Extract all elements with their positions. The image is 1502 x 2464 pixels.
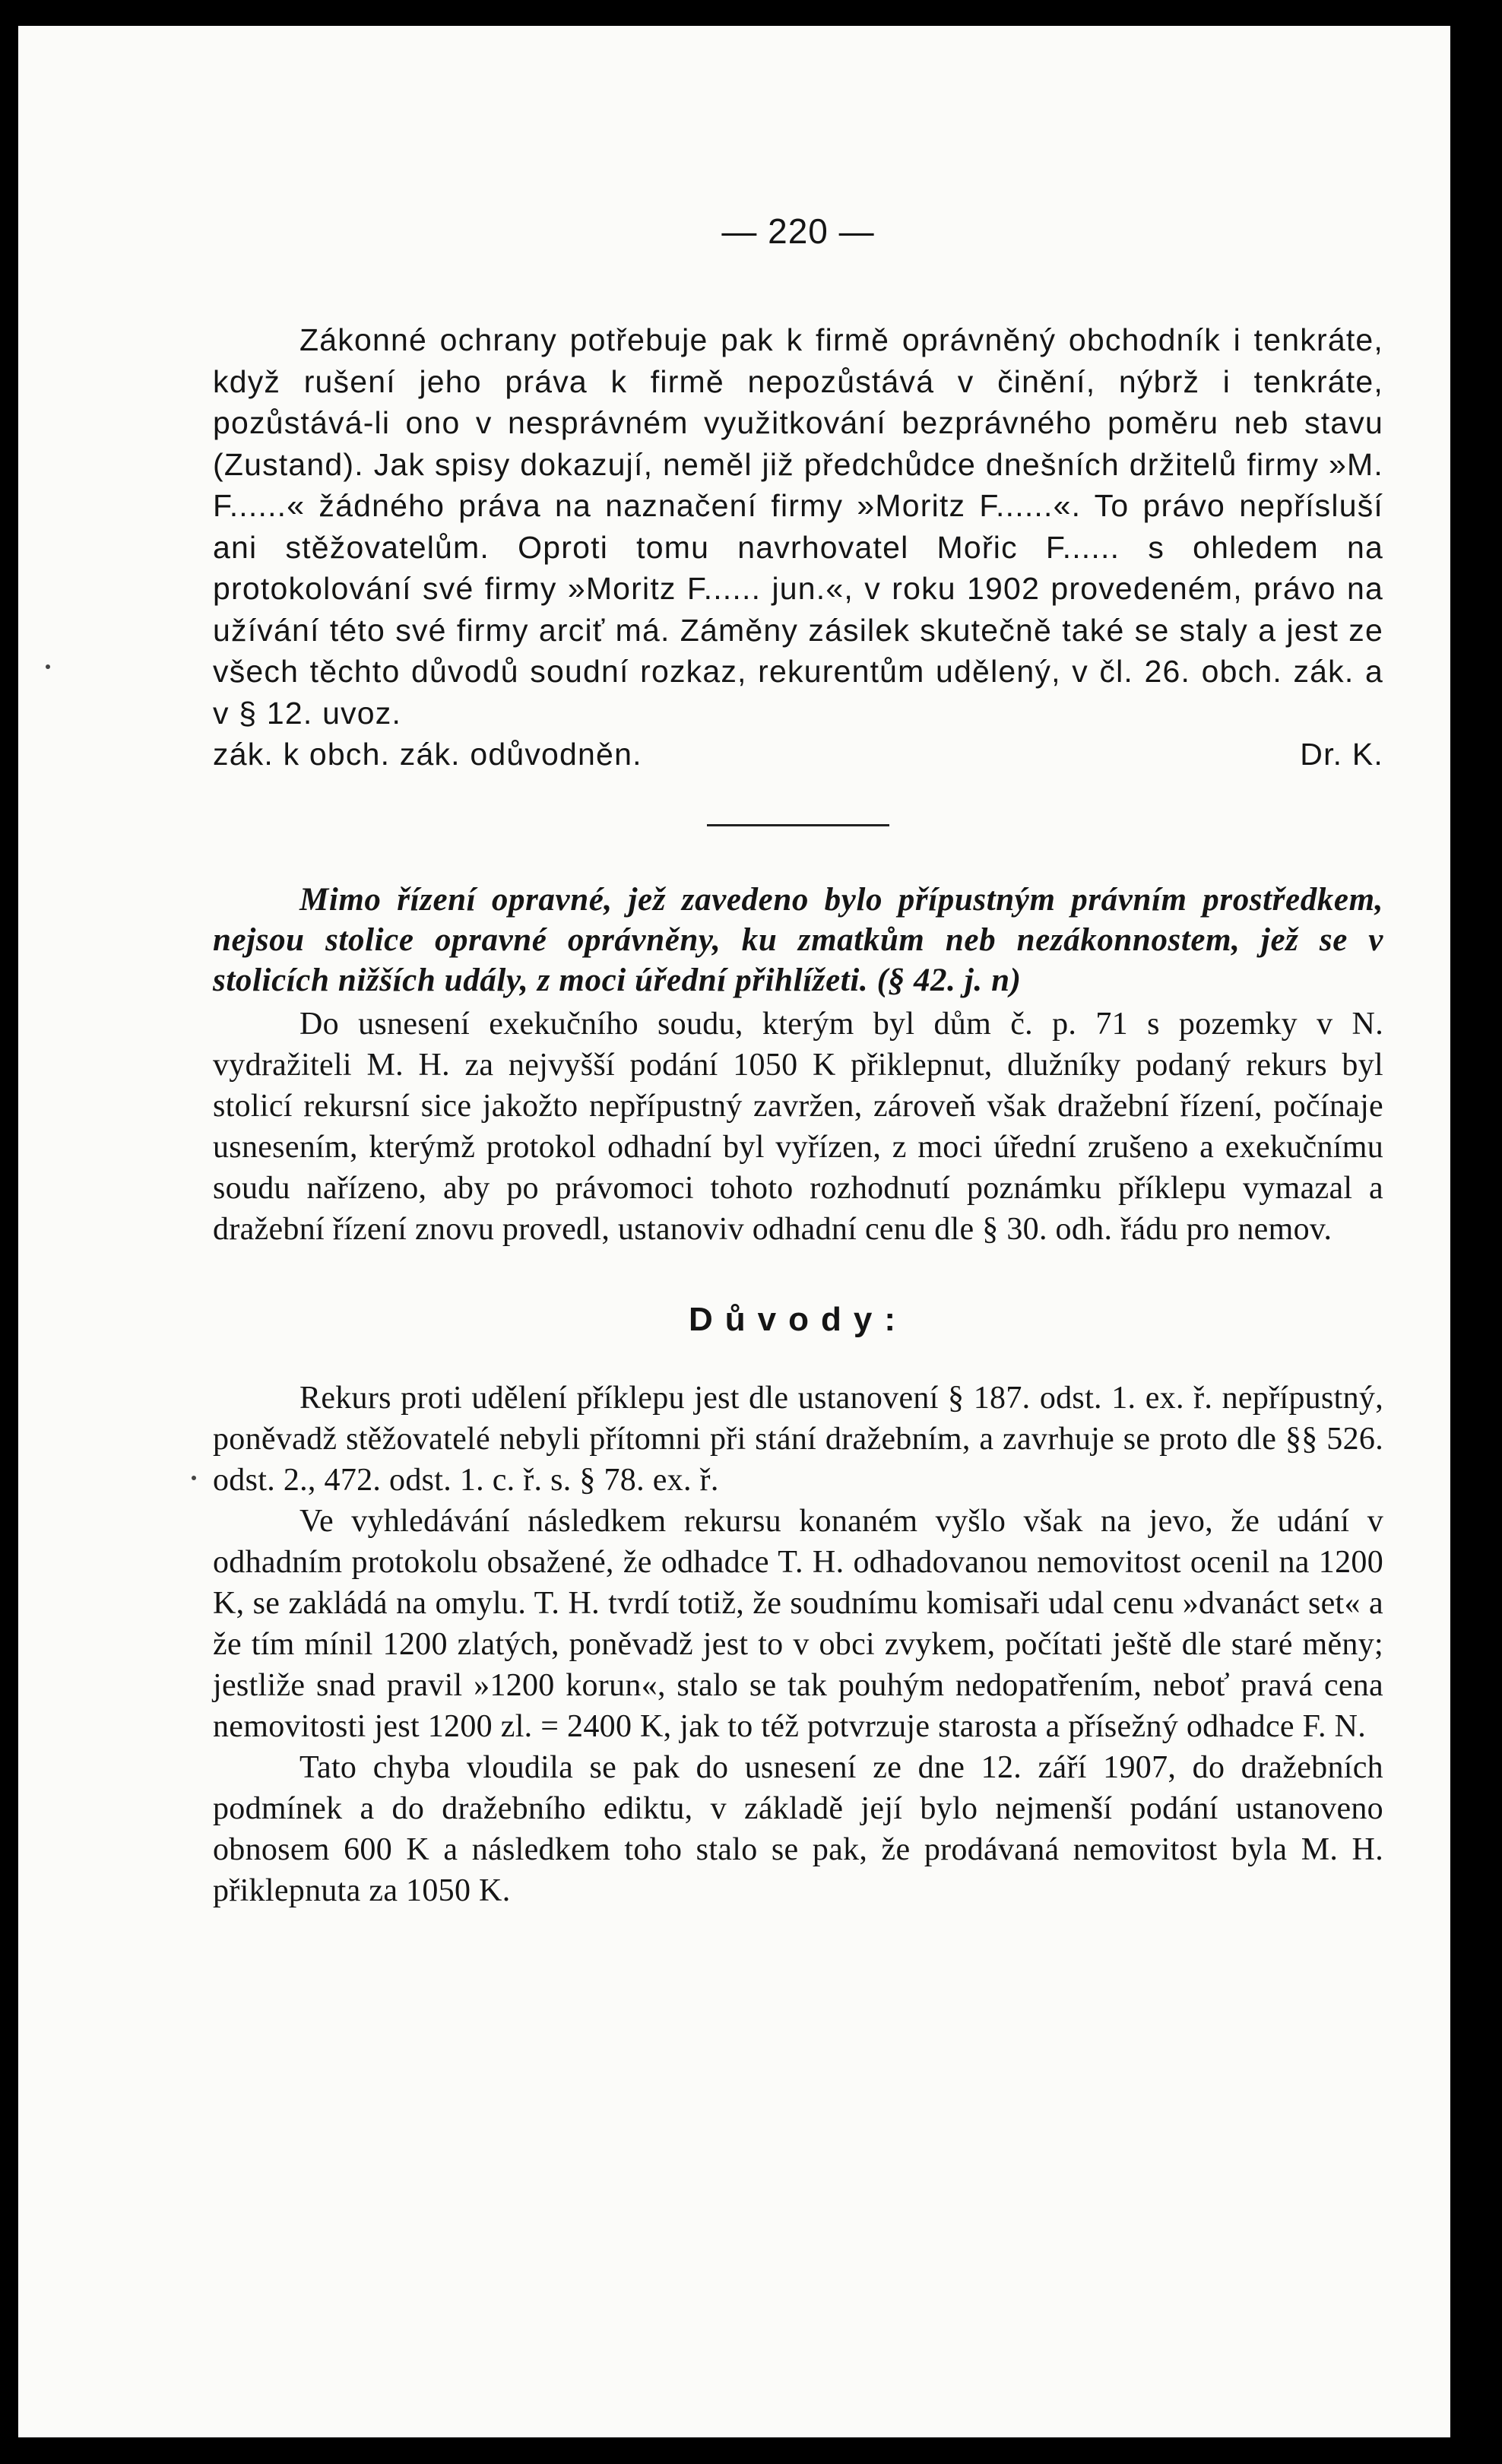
margin-speck (192, 1476, 196, 1480)
section-divider (707, 824, 889, 826)
ruling-paragraph: Zákonné ochrany potřebuje pak k firmě oprávněný obchodník i tenkráte, když rušení jeho práva k firmě nepozůstává v činění, nýbrž i tenkráte, pozůstává-li ono v nesprávném využitkování bezprávného poměru neb stavu (Zustand). Jak spisy dokazují, neměl již předchůdce dnešních držitelů firmy »M. F......« žádného práva na naznačení firmy »Moritz F......«. To právo nepřísluší ani stěžovatelům. Oproti tomu navrhovatel Mořic F...... s ohledem na protokolování své firmy »Moritz F...... jun.«, v roku 1902 provedeném, právo na užívání této své firmy arciť má. Záměny zásilek skutečně také se staly a jest ze všech těchto důvodů soudní rozkaz, rekurentům udělený, v čl. 26. obch. zák. a v § 12. uvoz. (213, 322, 1383, 731)
ruling-closing-line (213, 734, 1383, 775)
ruling-last-line: zák. k obch. zák. odůvodněn. (213, 737, 642, 772)
margin-speck (46, 664, 50, 669)
section-ruling-end (213, 319, 1383, 775)
headnote-text: Mimo řízení opravné, jež zavedeno bylo přípustným právním prostředkem, nejsou stolice opravné oprávněny, ku zmatkům neb nezákonnostem, jež se v stolicích nižších udály, z moci úřední přihlížeti. (§ 42. j. n) (213, 881, 1383, 998)
facts-paragraph: Do usnesení exekučního soudu, kterým byl dům č. p. 71 s pozemky v N. vydražiteli M. H. za nejvyšší podání 1050 K přiklepnut, dlužníky podaný rekurs byl stolicí rekursní sice jakožto nepřípustný zavržen, zároveň však dražební řízení, počínaje usnesením, kterýmž protokol odhadní byl vyřízen, z moci úřední zrušeno a exekučnímu soudu nařízeno, aby po právomoci tohoto rozhodnutí poznámku příklepu vymazal a dražební řízení znovu provedl, ustanoviv odhadní cenu dle § 30. odh. řádu pro nemov. (213, 1006, 1383, 1247)
reasons-paragraph-3: Tato chyba vloudila se pak do usnesení ze dne 12. září 1907, do dražebních podmínek a do dražebního ediktu, v základě její bylo nejmenší podání ustanoveno obnosem 600 K a následkem toho stalo se pak, že prodávaná nemovitost byla M. H. přiklepnuta za 1050 K. (213, 1749, 1383, 1908)
reasons-heading: Důvody: (689, 1300, 908, 1338)
headnote (213, 880, 1383, 1001)
section-reasons (213, 1378, 1383, 1911)
page-content (213, 208, 1383, 1911)
section-facts (213, 1004, 1383, 1250)
page-number: — 220 — (721, 211, 875, 251)
scanned-page (18, 26, 1450, 2437)
reasons-paragraph-2: Ve vyhledávání následkem rekursu konaném vyšlo však na jevo, že udání v odhadním protokolu obsažené, že odhadce T. H. odhadovanou nemovitost ocenil na 1200 K, se zakládá na omylu. T. H. tvrdí totiž, že soudnímu komisaři udal cenu »dvanáct set« a že tím mínil 1200 zlatých, poněvadž jest to v obci zvykem, počítati ještě dle staré měny; jestliže snad pravil »1200 korun«, stalo se tak pouhým nedopatřením, neboť pravá cena nemovitosti jest 1200 zl. = 2400 K, jak to též potvrzuje starosta a přísežný odhadce F. N. (213, 1503, 1383, 1744)
reasons-paragraph-1: Rekurs proti udělení příklepu jest dle ustanovení § 187. odst. 1. ex. ř. nepřípustný, poněvadž stěžovatelé nebyli přítomni při stání dražebním, a zavrhuje se proto dle §§ 526. odst. 2., 472. odst. 1. c. ř. s. § 78. ex. ř. (213, 1380, 1383, 1498)
signature: Dr. K. (1300, 737, 1383, 772)
